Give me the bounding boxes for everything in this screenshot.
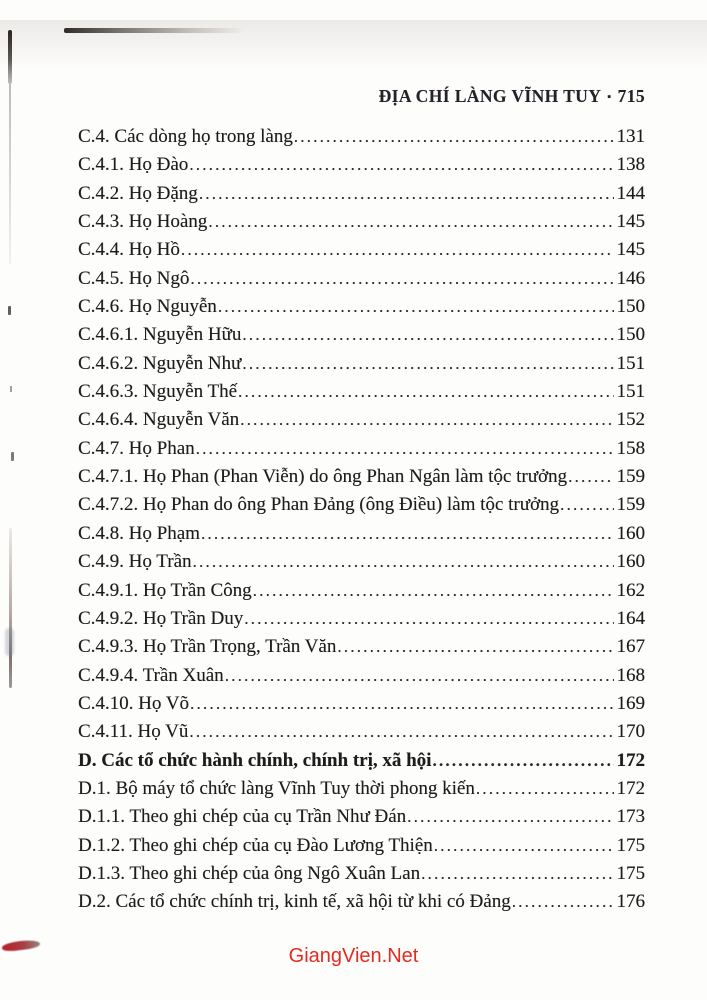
toc-entry-page: 164 xyxy=(616,607,645,629)
toc-entry-label: C.4.3. Họ Hoàng xyxy=(78,211,208,233)
toc-entry-page: 159 xyxy=(616,494,645,516)
toc-entry xyxy=(78,350,645,378)
toc-entry xyxy=(78,378,645,406)
toc-entry-label: C.4.9.2. Họ Trần Duy xyxy=(78,607,244,629)
toc-entry-label: C.4.6.1. Nguyễn Hữu xyxy=(78,324,242,346)
toc-entry-page: 152 xyxy=(616,409,645,431)
toc-entry-label: C.4.1. Họ Đào xyxy=(78,154,189,176)
toc-entry xyxy=(78,662,645,690)
toc-entry xyxy=(78,747,645,775)
toc-entry-label: C.4.7. Họ Phan xyxy=(78,437,195,459)
watermark: GiangVien.Net xyxy=(288,945,419,967)
toc-entry-page: 151 xyxy=(616,352,645,374)
dot-leader xyxy=(568,463,614,491)
toc-entry xyxy=(78,265,645,293)
toc-entry-label: C.4.7.1. Họ Phan (Phan Viễn) do ông Phan Ngân làm tộc trưởng xyxy=(78,466,568,488)
toc-entry-label: D.1.3. Theo ghi chép của ông Ngô Xuân Lan xyxy=(78,862,421,884)
dot-leader xyxy=(407,803,614,831)
scan-streak-top xyxy=(64,28,244,33)
scan-smudge xyxy=(5,628,14,656)
scan-speck xyxy=(10,386,12,392)
toc-entry-page: 146 xyxy=(616,267,645,289)
toc-entry-page: 172 xyxy=(616,777,645,799)
toc-entry-page: 175 xyxy=(616,834,645,856)
toc-entry xyxy=(78,293,645,321)
toc-entry xyxy=(78,775,645,803)
toc-entry xyxy=(78,321,645,349)
toc-entry xyxy=(78,491,645,519)
dot-leader xyxy=(190,690,614,718)
toc-list xyxy=(78,123,645,917)
page-header xyxy=(379,86,645,107)
dot-leader xyxy=(199,180,614,208)
toc-entry-label: D.1.1. Theo ghi chép của cụ Trần Như Đán xyxy=(78,806,407,828)
toc-entry-label: C.4.2. Họ Đặng xyxy=(78,182,198,204)
dot-leader xyxy=(193,548,615,576)
toc-entry xyxy=(78,577,645,605)
dot-leader xyxy=(238,378,614,406)
header-separator-bullet: ▪ xyxy=(607,91,612,103)
dot-leader xyxy=(225,662,614,690)
dot-leader xyxy=(253,577,614,605)
toc-entry-label: C.4.6.3. Nguyễn Thế xyxy=(78,381,238,403)
toc-entry-page: 160 xyxy=(616,551,645,573)
toc-entry-page: 173 xyxy=(616,806,645,828)
toc-entry-page: 160 xyxy=(616,522,645,544)
dot-leader xyxy=(434,832,614,860)
toc-entry-page: 144 xyxy=(616,182,645,204)
toc-entry xyxy=(78,520,645,548)
toc-entry-page: 158 xyxy=(616,437,645,459)
toc-entry-label: C.4.10. Họ Võ xyxy=(78,692,190,714)
toc-entry-page: 150 xyxy=(616,296,645,318)
toc-entry-page: 138 xyxy=(616,154,645,176)
scan-speck xyxy=(8,306,11,315)
toc-entry-page: 172 xyxy=(616,749,645,771)
dot-leader xyxy=(189,718,614,746)
dot-leader xyxy=(196,435,614,463)
scan-edge-line-tail xyxy=(9,84,11,264)
toc-entry-page: 169 xyxy=(616,692,645,714)
toc-entry-label: C.4. Các dòng họ trong làng xyxy=(78,126,293,147)
toc-entry xyxy=(78,548,645,576)
toc-entry-label: C.4.5. Họ Ngô xyxy=(78,267,190,289)
toc-entry xyxy=(78,690,645,718)
toc-entry xyxy=(78,208,645,236)
scan-edge-line xyxy=(8,30,12,84)
dot-leader xyxy=(476,775,614,803)
book-title: ĐỊA CHÍ LÀNG VĨNH TUY xyxy=(378,86,602,106)
toc-entry xyxy=(78,180,645,208)
toc-entry-page: 170 xyxy=(616,721,645,743)
toc-entry-page: 167 xyxy=(616,636,645,658)
dot-leader xyxy=(244,605,614,633)
toc-entry xyxy=(78,888,645,916)
toc-entry xyxy=(78,123,645,151)
toc-entry-label: D.2. Các tổ chức chính trị, kinh tế, xã hội từ khi có Đảng xyxy=(78,891,511,913)
toc-entry xyxy=(78,151,645,179)
toc-entry xyxy=(78,633,645,661)
toc-entry-page: 150 xyxy=(616,324,645,346)
dot-leader xyxy=(181,236,614,264)
toc-entry-page: 131 xyxy=(616,126,645,147)
toc-entry-page: 145 xyxy=(616,211,645,233)
dot-leader xyxy=(294,123,614,151)
dot-leader xyxy=(421,860,614,888)
toc-entry-label: D.1.2. Theo ghi chép của cụ Đào Lương Thiện xyxy=(78,834,433,856)
dot-leader xyxy=(242,321,614,349)
dot-leader xyxy=(218,293,614,321)
toc-entry xyxy=(78,605,645,633)
toc-entry-label: C.4.6.2. Nguyễn Như xyxy=(78,352,242,374)
toc-entry-label: C.4.6.4. Nguyễn Văn xyxy=(78,409,240,431)
toc-entry-label: C.4.9.3. Họ Trần Trọng, Trần Văn xyxy=(78,636,337,658)
toc-entry xyxy=(78,435,645,463)
dot-leader xyxy=(560,491,614,519)
toc-entry-label: C.4.9.1. Họ Trần Công xyxy=(78,579,252,601)
toc-entry-page: 151 xyxy=(616,381,645,403)
toc-entry-page: 159 xyxy=(616,466,645,488)
toc-entry-label: C.4.9. Họ Trần xyxy=(78,551,192,573)
toc-entry xyxy=(78,236,645,264)
dot-leader xyxy=(201,520,614,548)
toc-entry xyxy=(78,718,645,746)
dot-leader xyxy=(189,151,614,179)
scan-speck xyxy=(11,452,14,461)
toc-entry-label: D.1. Bộ máy tổ chức làng Vĩnh Tuy thời phong kiến xyxy=(78,777,475,799)
toc-entry-label: C.4.9.4. Trần Xuân xyxy=(78,664,224,686)
toc-entry-label: C.4.4. Họ Hồ xyxy=(78,239,180,261)
toc-entry xyxy=(78,860,645,888)
toc-entry-page: 175 xyxy=(616,862,645,884)
dot-leader xyxy=(240,406,614,434)
toc-entry-page: 162 xyxy=(616,579,645,601)
dot-leader xyxy=(432,747,614,775)
dot-leader xyxy=(337,633,614,661)
toc-entry xyxy=(78,832,645,860)
scan-edge-line-lower xyxy=(9,528,12,688)
toc-entry-label: C.4.7.2. Họ Phan do ông Phan Đảng (ông Điều) làm tộc trưởng xyxy=(78,494,560,516)
toc-entry xyxy=(78,803,645,831)
toc-entry xyxy=(78,463,645,491)
toc-entry-label: C.4.8. Họ Phạm xyxy=(78,522,200,544)
toc-entry-label: C.4.6. Họ Nguyễn xyxy=(78,296,217,318)
toc-entry-label: C.4.11. Họ Vũ xyxy=(78,721,189,743)
dot-leader xyxy=(190,265,614,293)
dot-leader xyxy=(242,350,614,378)
toc-entry-page: 176 xyxy=(616,891,645,913)
dot-leader xyxy=(208,208,614,236)
page-number: 715 xyxy=(617,86,645,106)
toc-entry xyxy=(78,406,645,434)
toc-entry-label: D. Các tổ chức hành chính, chính trị, xã hội xyxy=(78,749,432,771)
dot-leader xyxy=(512,888,614,916)
toc-entry-page: 145 xyxy=(616,239,645,261)
toc-entry-page: 168 xyxy=(616,664,645,686)
